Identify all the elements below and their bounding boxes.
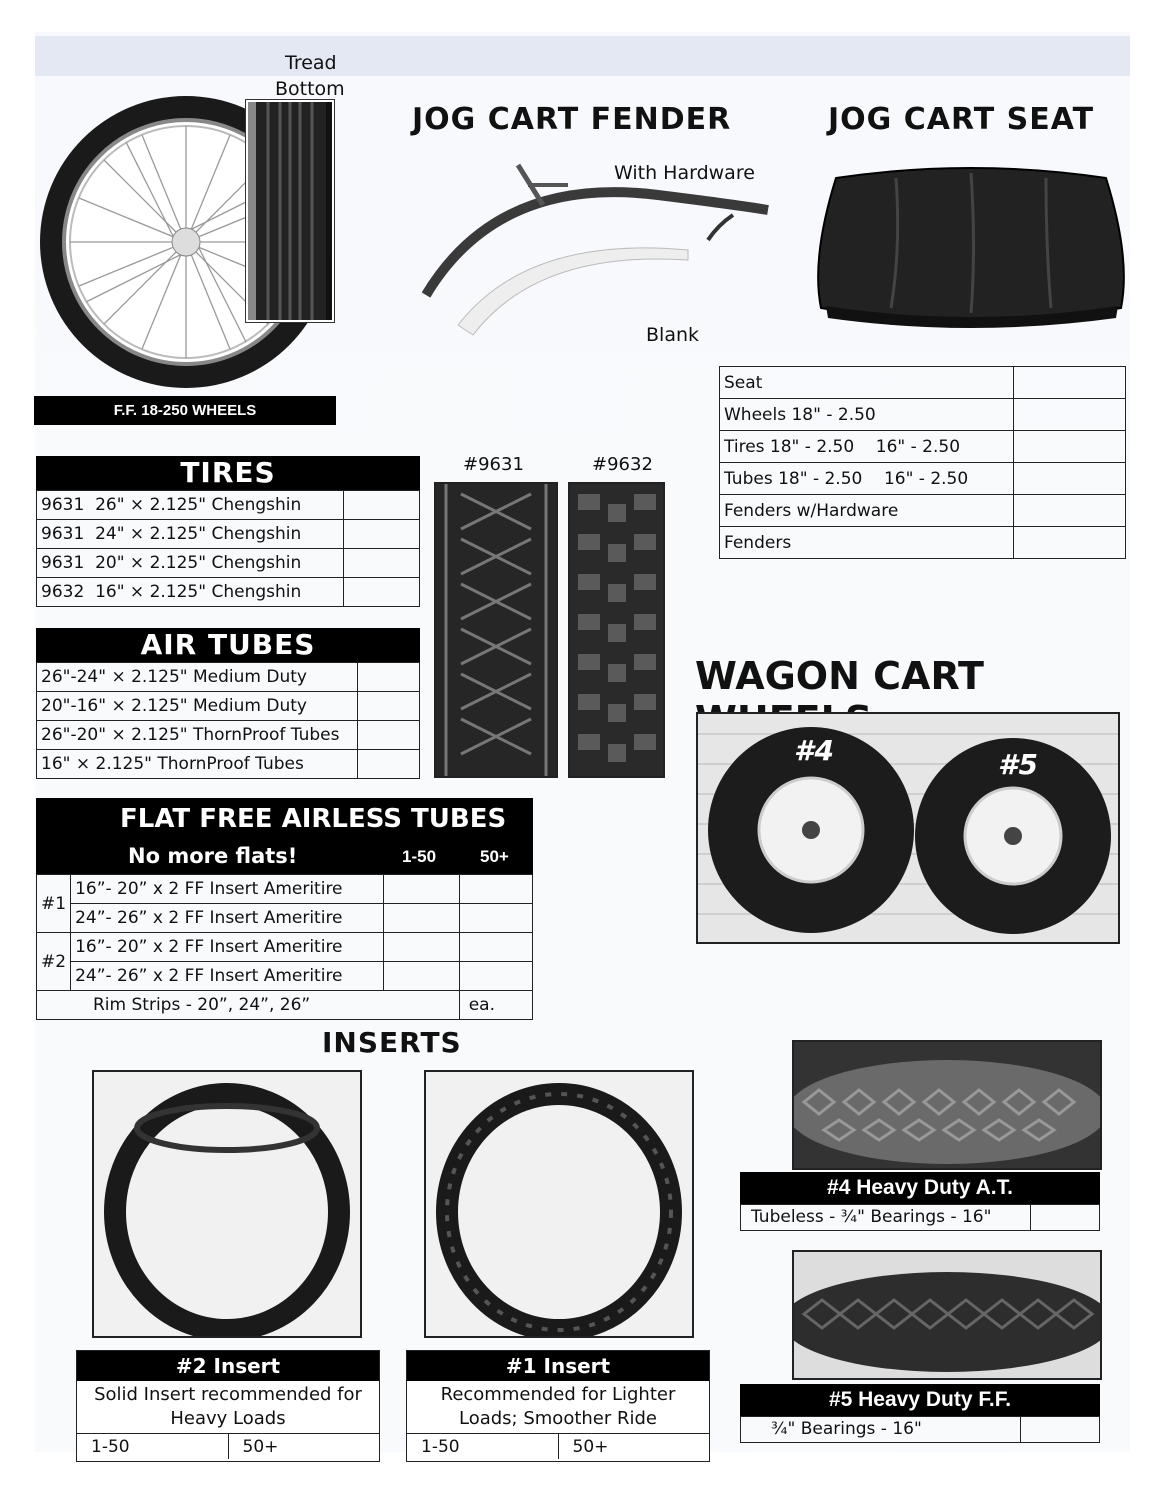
price-cell: [1014, 527, 1126, 559]
price-cell: [384, 875, 460, 904]
rim-strips-row: [37, 991, 495, 1020]
table-row: 9632 16" × 2.125" Chengshin: [37, 578, 344, 607]
tread-9631-label: #9631: [463, 454, 524, 475]
seat-title: JOG CART SEAT: [828, 102, 1095, 137]
insert-2-qty-row: [77, 1433, 379, 1459]
price-cell: [384, 904, 460, 933]
insert-id: #2: [37, 933, 71, 991]
table-row: Fenders w/Hardware: [720, 495, 1014, 527]
insert-1-desc-line1: Recommended for Lighter: [440, 1384, 676, 1405]
table-row: Fenders: [720, 527, 1014, 559]
price-cell: [1031, 1205, 1099, 1230]
wheel-5-label: #5: [998, 748, 1039, 781]
table-row: 9631 20" × 2.125" Chengshin: [37, 549, 344, 578]
table-row: 24”- 26” x 2 FF Insert Ameritire: [71, 904, 384, 933]
table-row: Seat: [720, 367, 1014, 399]
price-cell: [1014, 495, 1126, 527]
hd4-desc: Tubeless - ¾" Bearings - 16": [741, 1205, 1031, 1230]
table-row: 26"-20" × 2.125" ThornProof Tubes: [37, 721, 358, 750]
tires-table: [36, 490, 420, 607]
price-cell: [460, 904, 533, 933]
price-cell: [1014, 463, 1126, 495]
flat-free-subtitle: No more flats!: [128, 844, 298, 868]
price-cell: [344, 578, 420, 607]
hd4-tread-photo: [792, 1040, 1102, 1170]
col-50-plus-header: 50+: [480, 847, 509, 866]
insert-2-desc-line1: Solid Insert recommended for: [94, 1384, 362, 1405]
insert-1-desc: [407, 1381, 709, 1433]
tread-9631-photo: [434, 482, 558, 778]
hd4-title: #4 Heavy Duty A.T.: [740, 1172, 1100, 1204]
wheel-4-label: #4: [794, 734, 835, 767]
insert-1-desc-line2: Loads; Smoother Ride: [459, 1408, 657, 1429]
table-row: 9631 26" × 2.125" Chengshin: [37, 491, 344, 520]
hd5-tread-photo: [792, 1250, 1102, 1380]
tread-9632-photo: [568, 482, 665, 778]
insert-1-qty-row: [407, 1433, 709, 1459]
tread-inset-photo: [246, 100, 334, 322]
hd5-desc: ¾" Bearings - 16": [741, 1417, 1021, 1442]
wagon-wheels-photo: [696, 712, 1120, 944]
table-row: 16”- 20” x 2 FF Insert Ameritire: [71, 875, 384, 904]
table-row: 16”- 20” x 2 FF Insert Ameritire: [71, 933, 384, 962]
seat-parts-table: [719, 366, 1126, 559]
hd4-desc-row: [740, 1204, 1100, 1231]
table-row: Wheels 18" - 2.50: [720, 399, 1014, 431]
qty-50-plus: 50+: [572, 1437, 609, 1457]
col-1-50-header: 1-50: [402, 847, 437, 866]
price-cell: [460, 933, 533, 962]
tread-label: Tread: [285, 52, 337, 74]
price-cell: [358, 750, 420, 779]
table-row: 26"-24" × 2.125" Medium Duty: [37, 663, 358, 692]
with-hardware-label: With Hardware: [614, 162, 755, 184]
qty-1-50: 1-50: [407, 1434, 559, 1459]
price-cell: [460, 962, 533, 991]
price-cell: [384, 962, 460, 991]
wheels-caption: F.F. 18-250 WHEELS: [34, 396, 336, 425]
price-cell: [358, 663, 420, 692]
rim-strips-unit: ea.: [468, 995, 495, 1015]
table-row: 9631 24" × 2.125" Chengshin: [37, 520, 344, 549]
price-cell: [1021, 1417, 1099, 1442]
insert-id: #1: [37, 875, 71, 933]
table-row: Tires 18" - 2.50 16" - 2.50: [720, 431, 1014, 463]
price-cell: [344, 520, 420, 549]
insert-2-photo: [92, 1070, 362, 1338]
qty-1-50: 1-50: [77, 1434, 229, 1459]
insert-1-title: #1 Insert: [407, 1351, 709, 1381]
hd5-title: #5 Heavy Duty F.F.: [740, 1384, 1100, 1416]
seat-image: [806, 158, 1136, 338]
flat-free-title: FLAT FREE AIRLESS TUBES: [120, 804, 507, 834]
inserts-title: INSERTS: [322, 1026, 462, 1059]
rim-strips-label: Rim Strips - 20”, 24”, 26”: [93, 995, 311, 1015]
flat-free-header: [36, 798, 533, 874]
insert-1-box: [406, 1350, 710, 1462]
tread-9632-label: #9632: [592, 454, 653, 475]
price-cell: [344, 549, 420, 578]
price-cell: [384, 933, 460, 962]
price-cell: [1014, 399, 1126, 431]
table-row: 16" × 2.125" ThornProof Tubes: [37, 750, 358, 779]
background-bleed-bar: [35, 36, 1130, 76]
insert-2-box: [76, 1350, 380, 1462]
wagon-title: WAGON CART: [695, 654, 984, 698]
insert-2-desc: [77, 1381, 379, 1433]
table-row: 20"-16" × 2.125" Medium Duty: [37, 692, 358, 721]
price-cell: [1014, 431, 1126, 463]
insert-2-desc-line2: Heavy Loads: [170, 1408, 286, 1429]
air-tubes-table: [36, 662, 420, 779]
flat-free-table: [36, 874, 533, 1020]
tires-title: TIRES: [36, 456, 420, 490]
insert-2-title: #2 Insert: [77, 1351, 379, 1381]
fender-title: JOG CART FENDER: [412, 102, 732, 137]
hd5-desc-row: [740, 1416, 1100, 1443]
air-tubes-title: AIR TUBES: [36, 628, 420, 662]
table-row: Tubes 18" - 2.50 16" - 2.50: [720, 463, 1014, 495]
price-cell: [358, 692, 420, 721]
price-cell: [358, 721, 420, 750]
table-row: 24”- 26” x 2 FF Insert Ameritire: [71, 962, 384, 991]
bottom-label: Bottom: [275, 78, 345, 100]
qty-50-plus: 50+: [242, 1437, 279, 1457]
wheel-photo: [36, 92, 336, 392]
blank-label: Blank: [646, 324, 700, 346]
insert-1-photo: [424, 1070, 694, 1338]
price-cell: [1014, 367, 1126, 399]
price-cell: [344, 491, 420, 520]
price-cell: [460, 875, 533, 904]
